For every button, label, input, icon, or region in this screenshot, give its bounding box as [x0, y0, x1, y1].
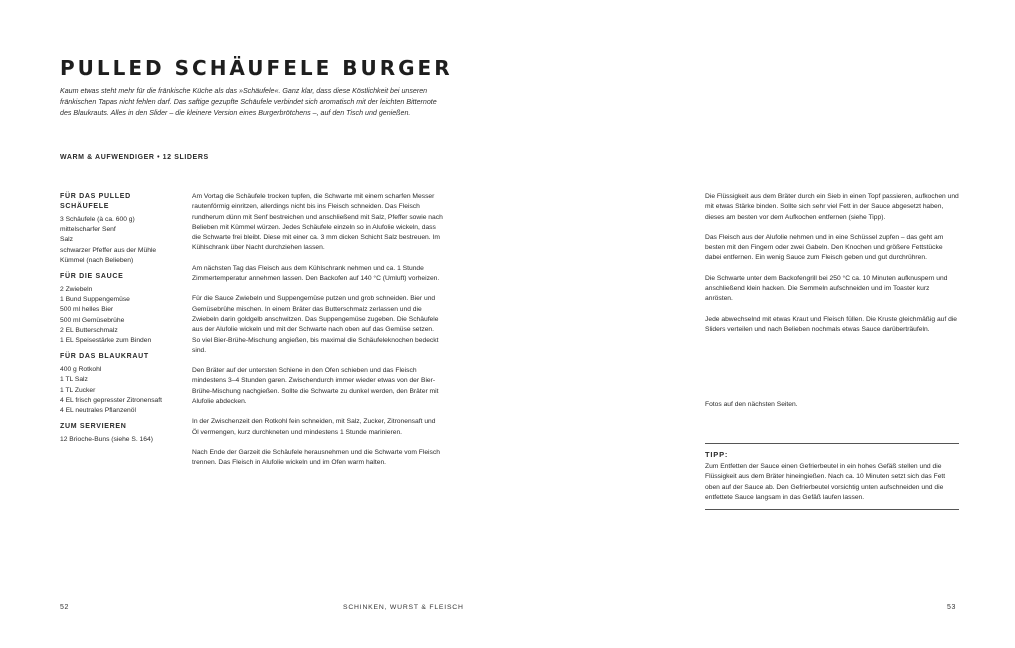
ingredient-item: schwarzer Pfeffer aus der Mühle — [60, 246, 157, 254]
ingredient-items — [60, 215, 172, 266]
preparation-step: Jede abwechselnd mit etwas Kraut und Fleisch füllen. Die Kruste gleichmäßig auf die Sliders verteilen und nach Belieben nochmals etwas Sauce darüberträufeln. — [705, 315, 958, 333]
tip-box — [705, 443, 959, 510]
right-page — [507, 0, 1015, 648]
ingredient-item: 1 Bund Suppengemüse — [60, 296, 130, 304]
ingredient-item: 2 EL Butterschmalz — [60, 326, 118, 334]
ingredient-item: 12 Brioche-Buns (siehe S. 164) — [60, 436, 153, 444]
preparation-step: Das Fleisch aus der Alufolie nehmen und in eine Schüssel zupfen – das geht am besten mit den Fingern oder zwei Gabeln. Den Knochen und größere Fettstücke dabei entfernen. Ein wenig Sauce zum Fleisch geben und gut durchrühren. — [705, 233, 944, 262]
ingredient-item: 500 ml helles Bier — [60, 306, 114, 314]
photo-note: Fotos auf den nächsten Seiten. — [705, 401, 798, 408]
tip-heading: TIPP: — [705, 450, 729, 459]
recipe-title: PULLED SCHÄUFELE BURGER — [60, 56, 453, 80]
ingredient-group-heading: FÜR DIE SAUCE — [60, 273, 124, 281]
preparation-step: Die Flüssigkeit aus dem Bräter durch ein Sieb in einen Topf passieren, aufkochen und mit etwas Stärke binden. Sollte sich sehr viel Fett in der Sauce abgesetzt haben, dieses am besten vor dem Aufkochen entfernen (siehe Tipp). — [705, 193, 959, 221]
ingredient-item: 4 EL neutrales Pflanzenöl — [60, 407, 136, 415]
ingredient-item: mittelscharfer Senf — [60, 226, 116, 234]
preparation-step: Die Schwarte unter dem Backofengrill bei 250 °C ca. 10 Minuten aufknuspern und anschließend klein hacken. Die Semmeln aufschneiden und im Toaster kurz anrösten. — [705, 274, 948, 303]
preparation-step: Am Vortag die Schäufele trocken tupfen, die Schwarte mit einem scharfen Messer rautenförmig einritzen, allerdings nicht bis ins Fleisch schneiden. Das Fleisch rundherum dünn mit Senf bestreichen und anschließend mit Salz, Pfeffer sowie nach Belieben mit Kümmel würzen. Jedes Schäufele einzeln so in Alufolie wickeln, dass die Schwarte frei bleibt. Diese mit einer ca. 3 mm dicken Schicht Salz bestreuen. Im Kühlschrank über Nacht durchziehen lassen. — [192, 193, 443, 252]
ingredient-item: 400 g Rotkohl — [60, 366, 102, 374]
preparation-step: In der Zwischenzeit den Rotkohl fein schneiden, mit Salz, Zucker, Zitronensaft und Öl vermengen, kurz durchkneten und mindestens 1 Stunde marinieren. — [192, 418, 436, 436]
ingredient-items — [60, 365, 172, 416]
ingredient-group-heading: FÜR DAS PULLED SCHÄUFELE — [60, 193, 131, 210]
ingredient-item: Kümmel (nach Belieben) — [60, 256, 134, 264]
ingredient-group — [60, 272, 172, 346]
ingredient-item: 2 Zwiebeln — [60, 286, 93, 294]
preparation-step: Am nächsten Tag das Fleisch aus dem Kühlschrank nehmen und ca. 1 Stunde Zimmertemperatur annehmen lassen. Den Backofen auf 140 °C (Umluft) vorheizen. — [192, 264, 440, 283]
ingredient-item: 4 EL frisch gepresster Zitronensaft — [60, 396, 162, 404]
ingredient-item: 1 TL Zucker — [60, 386, 96, 394]
ingredient-item: 1 EL Speisestärke zum Binden — [60, 337, 152, 345]
recipe-meta: WARM & AUFWENDIGER • 12 SLIDERS — [60, 154, 209, 161]
tip-text: Zum Entfetten der Sauce einen Gefrierbeutel in ein hohes Gefäß stellen und die Flüssigkeit aus dem Bräter hineingießen. Nach ca. 10 Minuten setzt sich das Fett oben auf der Sauce ab. Den Gefrierbeutel vorsichtig unten aufschneiden und die entfettete Sauce langsam in das Gefäß laufen lassen. — [705, 463, 946, 501]
running-footer: SCHINKEN, WURST & FLEISCH — [343, 604, 464, 611]
recipe-intro: Kaum etwas steht mehr für die fränkische Küche als das »Schäufele«. Ganz klar, dass diese Köstlichkeit bei unseren fränkischen Tapas nicht fehlen darf. Das saftige gezupfte Schäufele verbindet sich aromatisch mit der leichten Bitternote des Blaukrauts. Alles in den Slider – die kleinere Version eines Burgerbrötchens –, auf den Tisch und genießen. — [60, 87, 437, 117]
ingredient-group — [60, 352, 172, 416]
ingredient-items — [60, 435, 172, 445]
preparation-steps-continued — [705, 192, 959, 345]
page-number-left: 52 — [60, 604, 69, 611]
ingredient-item: 3 Schäufele (à ca. 600 g) — [60, 216, 135, 223]
preparation-step: Nach Ende der Garzeit die Schäufele herausnehmen und die Schwarte vom Fleisch trennen. Das Fleisch in Alufolie wickeln und im Ofen warm halten. — [192, 448, 440, 467]
ingredient-items — [60, 285, 172, 346]
page-number-right: 53 — [947, 604, 956, 611]
ingredient-item: 500 ml Gemüsebrühe — [60, 316, 125, 324]
ingredient-group-heading: FÜR DAS BLAUKRAUT — [60, 353, 149, 361]
ingredient-list — [60, 192, 172, 451]
preparation-steps — [192, 192, 444, 479]
ingredient-group-heading: ZUM SERVIEREN — [60, 423, 127, 431]
ingredient-item: Salz — [60, 236, 74, 244]
preparation-step: Den Bräter auf der untersten Schiene in den Ofen schieben und das Fleisch mindestens 3–4 Stunden garen. Zwischendurch immer wieder etwas von der Bier-Brühe-Mischung nachgießen. Sollte die Schwarte zu dunkel werden, den Bräter mit Alufolie abdecken. — [192, 367, 439, 406]
ingredient-group — [60, 192, 172, 266]
ingredient-group — [60, 422, 172, 445]
left-page — [0, 0, 507, 648]
preparation-step: Für die Sauce Zwiebeln und Suppengemüse putzen und grob schneiden. Bier und Gemüsebrühe mischen. In einem Bräter das Butterschmalz zerlassen und die Zwiebeln darin goldgelb anschwitzen. Das Suppengemüse zugeben. Die Schäufele aus der Alufolie wickeln und mit der Schwarte nach oben auf das Gemüse setzen. So viel Bier-Brühe-Mischung angießen, bis maximal die Schäufeleknochen bedeckt sind. — [192, 295, 439, 354]
ingredient-item: 1 TL Salz — [60, 376, 88, 384]
